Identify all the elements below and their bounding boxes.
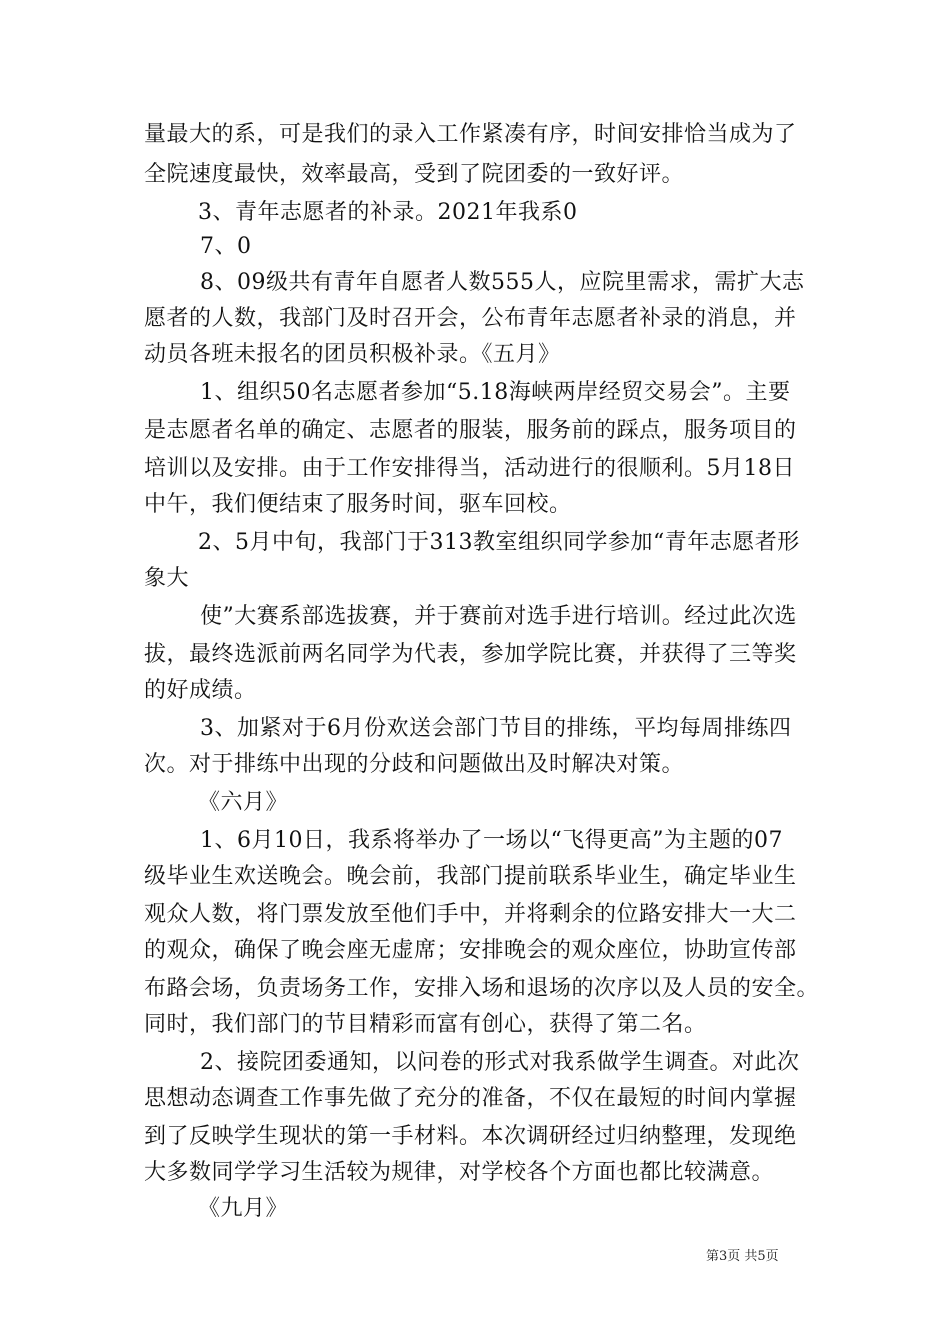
paragraph-line: 思想动态调查工作事先做了充分的准备，不仅在最短的时间内掌握	[144, 1086, 797, 1111]
paragraph-line: 大多数同学学习生活较为规律，对学校各个方面也都比较满意。	[144, 1160, 775, 1185]
paragraph-line: 3、加紧对于6月份欢送会部门节目的排练，平均每周排练四	[200, 716, 792, 741]
paragraph-line: 全院速度最快，效率最高，受到了院团委的一致好评。	[144, 162, 685, 187]
section-heading: 《九月》	[198, 1196, 289, 1221]
paragraph-line: 动员各班未报名的团员积极补录。《五月》	[144, 342, 561, 367]
paragraph-line: 2、5月中旬，我部门于313教室组织同学参加“青年志愿者形	[198, 530, 800, 555]
paragraph-line: 愿者的人数，我部门及时召开会，公布青年志愿者补录的消息，并	[144, 306, 797, 331]
paragraph-line: 3、青年志愿者的补录。2021年我系0	[198, 200, 578, 225]
paragraph-line: 1、组织50名志愿者参加“5.18海峡两岸经贸交易会”。主要	[200, 380, 791, 405]
paragraph-line: 象大	[144, 566, 190, 591]
paragraph-line: 次。对于排练中出现的分歧和问题做出及时解决对策。	[144, 752, 685, 777]
page-number: 第3页 共5页	[706, 1249, 779, 1264]
paragraph-line: 的好成绩。	[144, 678, 257, 703]
paragraph-line: 量最大的系，可是我们的录入工作紧凑有序，时间安排恰当成为了	[144, 122, 797, 147]
paragraph-line: 是志愿者名单的确定、志愿者的服装，服务前的踩点，服务项目的	[144, 418, 797, 443]
paragraph-line: 7、0	[200, 234, 252, 259]
paragraph-line: 观众人数，将门票发放至他们手中，并将剩余的位路安排大一大二	[144, 902, 797, 927]
paragraph-line: 布路会场，负责场务工作，安排入场和退场的次序以及人员的安全。	[144, 976, 820, 1001]
paragraph-line: 培训以及安排。由于工作安排得当，活动进行的很顺利。5月18日	[144, 456, 795, 481]
paragraph-line: 到了反映学生现状的第一手材料。本次调研经过归纳整理，发现绝	[144, 1124, 797, 1149]
paragraph-line: 1、6月10日，我系将举办了一场以“飞得更高”为主题的07	[200, 828, 783, 853]
paragraph-line: 级毕业生欢送晚会。晚会前，我部门提前联系毕业生，确定毕业生	[144, 864, 797, 889]
section-heading: 《六月》	[198, 790, 289, 815]
paragraph-line: 同时，我们部门的节目精彩而富有创心，获得了第二名。	[144, 1012, 707, 1037]
paragraph-line: 的观众，确保了晚会座无虚席；安排晚会的观众座位，协助宣传部	[144, 938, 797, 963]
paragraph-line: 8、09级共有青年自愿者人数555人，应院里需求，需扩大志	[200, 270, 805, 295]
paragraph-line: 使”大赛系部选拔赛，并于赛前对选手进行培训。经过此次选	[200, 604, 797, 629]
paragraph-line: 2、接院团委通知，以问卷的形式对我系做学生调查。对此次	[200, 1050, 800, 1075]
paragraph-line: 中午，我们便结束了服务时间，驱车回校。	[144, 492, 572, 517]
paragraph-line: 拔，最终选派前两名同学为代表，参加学院比赛，并获得了三等奖	[144, 642, 797, 667]
